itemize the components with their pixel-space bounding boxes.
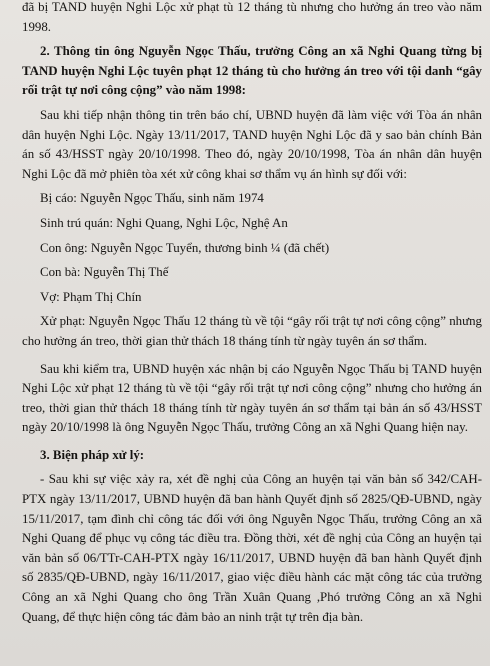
section-3-heading: 3. Biện pháp xử lý:: [40, 447, 145, 462]
wife-line: Vợ: Phạm Thị Chín: [40, 289, 142, 304]
body-paragraph-2: Sau khi kiểm tra, UBND huyện xác nhận bị cáo Nguyễn Ngọc Thấu bị TAND huyện Nghi Lộc xử phạt 12 tháng tù về tội “gây rối trật tự nơi công cộng” nhưng cho hưởng án treo, thời gian thử thách 18 tháng tính từ ngày tuyên án sơ thẩm tại bản án số 43/HSST ngày 20/10/1998 là ông Nguyễn Ngọc Thấu, trưởng Công an xã Nghi Quang hiện nay.: [22, 361, 482, 435]
residence-line: Sinh trú quán: Nghi Quang, Nghi Lộc, Nghệ An: [40, 215, 288, 230]
mother-line: Con bà: Nguyễn Thị Thế: [40, 265, 169, 280]
sentence-paragraph: Xử phạt: Nguyễn Ngọc Thấu 12 tháng tù về tội “gây rối trật tự nơi công cộng” nhưng cho hưởng án treo, thời gian thử thách 18 tháng tính từ ngày tuyên án sơ thẩm.: [22, 314, 482, 348]
body-paragraph-3: - Sau khi sự việc xảy ra, xét đề nghị của Công an huyện tại văn bản số 342/CAH-PTX ngày 13/11/2017, UBND huyện đã ban hành Quyết định số 2825/QĐ-UBND, ngày 15/11/2017, tạm đình chỉ công tác đối với ông Nguyễn Ngọc Thấu, trưởng Công an xã Nghi Quang để phục vụ công tác điều tra. Đồng thời, xét đề nghị của Công an huyện tại văn bản số 06/TTr-CAH-PTX ngày 16/11/2017, UBND huyện đã ban hành Quyết định số 2835/QĐ-UBND, ngày 16/11/2017, giao việc điều hành các mặt công tác của trưởng Công an xã Nghi Quang cho ông Trần Xuân Quang ,Phó trưởng Công an xã Nghi Quang, để thực hiện công tác đảm bảo an ninh trật tự trên địa bàn.: [22, 472, 482, 624]
intro-paragraph: đã bị TAND huyện Nghi Lộc xử phạt tù 12 tháng tù nhưng cho hưởng án treo vào năm 1998.: [22, 0, 482, 34]
father-line: Con ông: Nguyễn Ngọc Tuyển, thương binh ¼ (đã chết): [40, 240, 330, 255]
section-2-heading: 2. Thông tin ông Nguyễn Ngọc Thấu, trưởng Công an xã Nghi Quang từng bị TAND huyện Nghi Lộc tuyên phạt 12 tháng tù cho hưởng án treo với tội danh “gây rối trật tự nơi công cộng” vào năm 1998:: [22, 44, 482, 98]
body-paragraph-1: Sau khi tiếp nhận thông tin trên báo chí, UBND huyện đã làm việc với Tòa án nhân dân huyện Nghi Lộc. Ngày 13/11/2017, TAND huyện Nghi Lộc đã y sao bản chính Bản án số 43/HSST ngày 20/10/1998. Theo đó, ngày 20/10/1998, Tòa án nhân dân huyện Nghi Lộc đã mở phiên tòa xét xử công khai sơ thẩm vụ án hình sự đối với:: [22, 107, 482, 181]
defendant-line: Bị cáo: Nguyễn Ngọc Thấu, sinh năm 1974: [40, 191, 264, 206]
